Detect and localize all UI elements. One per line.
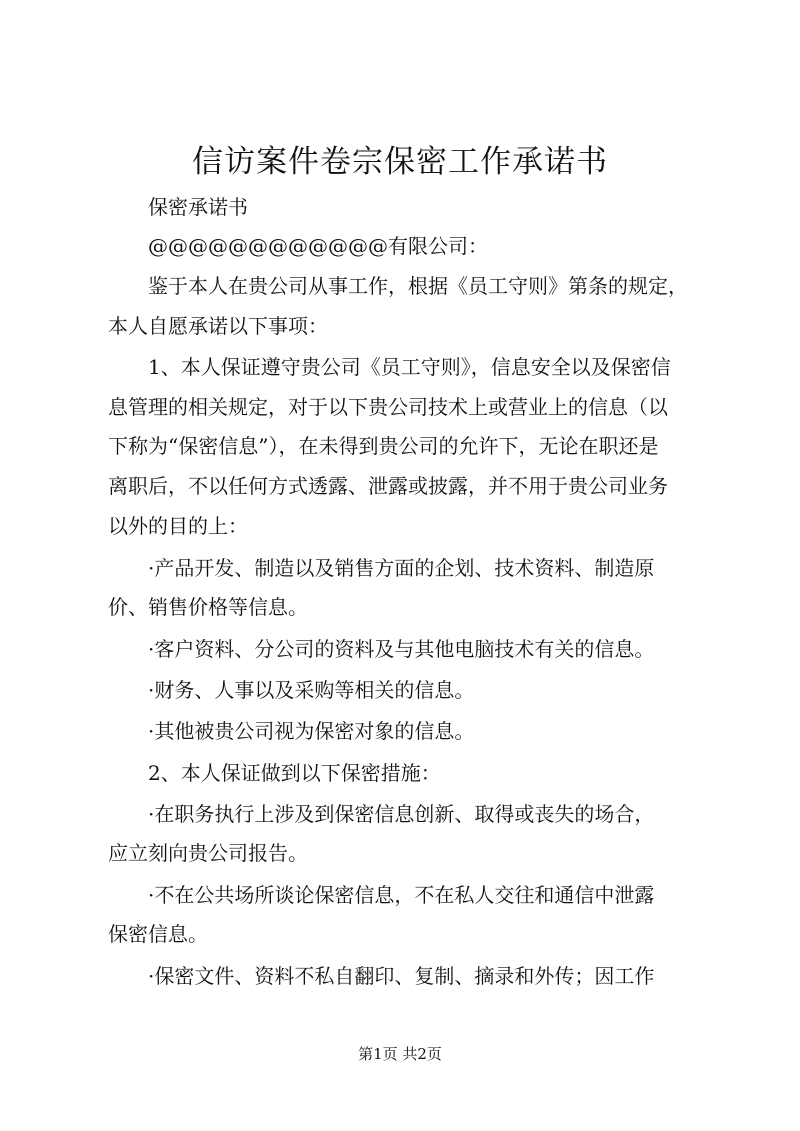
page-number: 第1页 共2页 [358, 1045, 442, 1063]
paragraph-line: 2、本人保证做到以下保密措施： [148, 761, 441, 785]
addressee-line: @@@@@@@@@@@@有限公司： [148, 234, 488, 258]
paragraph-line: 应立刻向贵公司报告。 [108, 841, 308, 865]
paragraph-line: 本人自愿承诺以下事项： [108, 314, 328, 338]
paragraph-line: 离职后，不以任何方式透露、泄露或披露，并不用于贵公司业务 [108, 474, 668, 498]
paragraph-line: 保密信息。 [108, 922, 208, 946]
bullet-line: ·财务、人事以及采购等相关的信息。 [148, 678, 475, 702]
paragraph-line: 1、本人保证遵守贵公司《员工守则》，信息安全以及保密信 [148, 355, 671, 379]
paragraph-line: 价、销售价格等信息。 [108, 595, 308, 619]
paragraph-line: 以外的目的上： [108, 514, 248, 538]
document-subtitle: 保密承诺书 [148, 195, 248, 219]
bullet-line: ·不在公共场所谈论保密信息，不在私人交往和通信中泄露 [148, 883, 655, 907]
paragraph-line: 鉴于本人在贵公司从事工作，根据《员工守则》第条的规定， [148, 274, 688, 298]
bullet-line: ·产品开发、制造以及销售方面的企划、技术资料、制造原 [148, 556, 655, 580]
bullet-line: ·其他被贵公司视为保密对象的信息。 [148, 719, 475, 743]
paragraph-line: 下称为“保密信息”），在未得到贵公司的允许下，无论在职还是 [108, 434, 659, 458]
bullet-line: ·在职务执行上涉及到保密信息创新、取得或丧失的场合， [148, 802, 655, 826]
paragraph-line: 息管理的相关规定，对于以下贵公司技术上或营业上的信息（以 [108, 395, 668, 419]
document-title: 信访案件卷宗保密工作承诺书 [192, 144, 608, 180]
bullet-line: ·客户资料、分公司的资料及与其他电脑技术有关的信息。 [148, 637, 655, 661]
bullet-line: ·保密文件、资料不私自翻印、复制、摘录和外传；因工作 [148, 964, 655, 988]
